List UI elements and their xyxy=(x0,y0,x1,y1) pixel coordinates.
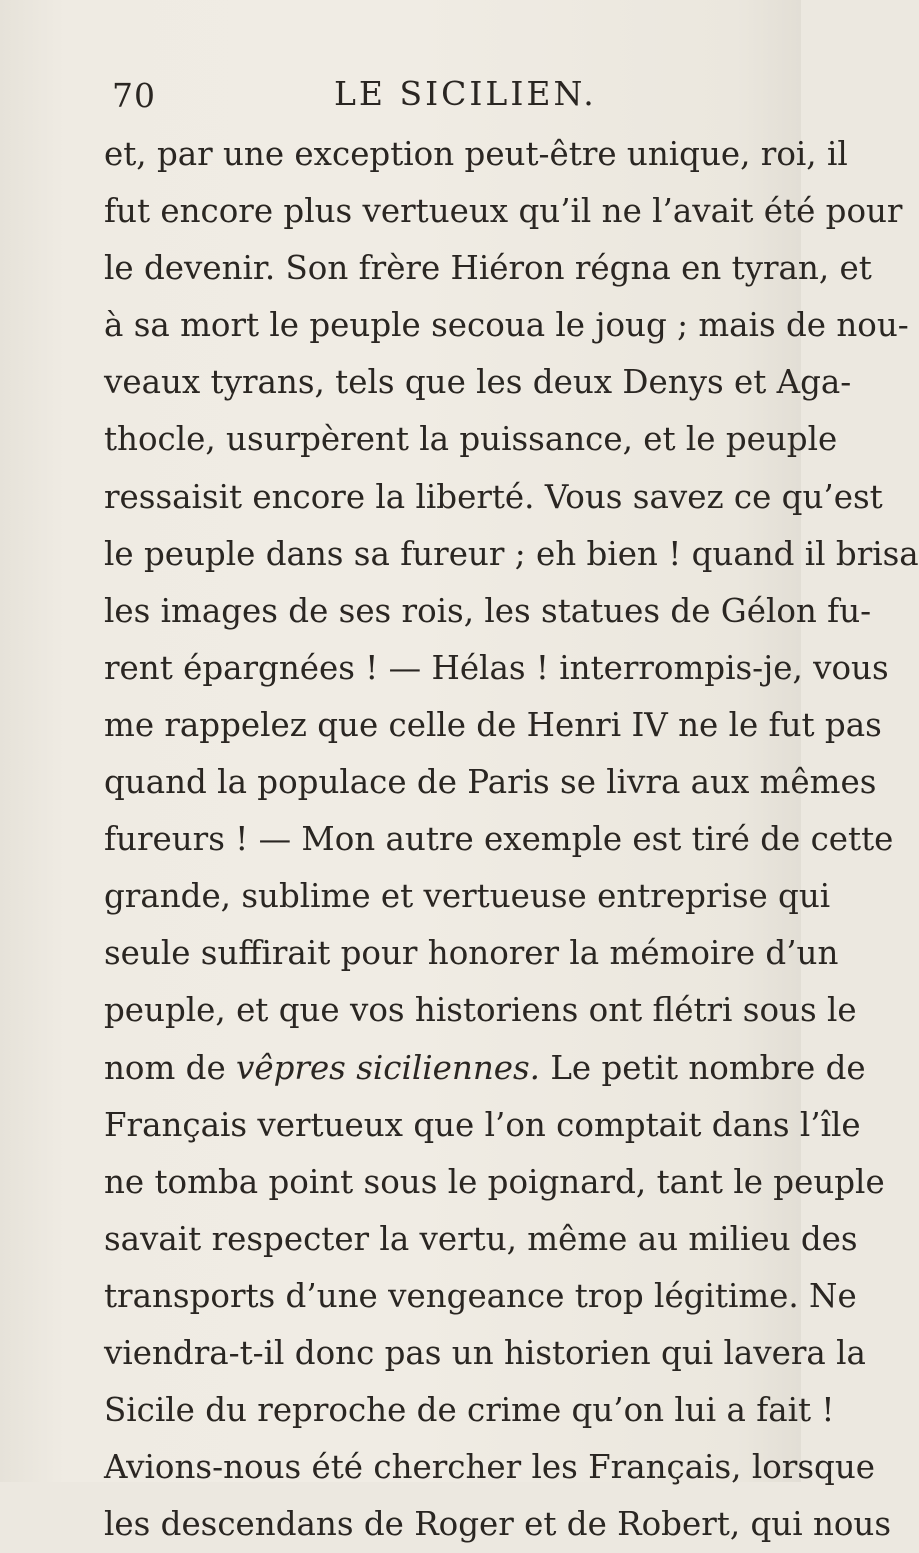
text-line: seule suffirait pour honorer la mémoire d’un xyxy=(104,934,839,973)
text-line: le peuple dans sa fureur ; eh bien ! quand il brisa xyxy=(104,534,919,573)
text-line: peuple, et que vos historiens ont flétri sous le xyxy=(104,991,857,1030)
text-line: fureurs ! — Mon autre exemple est tiré de cette xyxy=(104,820,894,859)
text-line: les descendans de Roger et de Robert, qui nous xyxy=(104,1505,892,1544)
text-segment: Le petit nombre de xyxy=(540,1048,866,1087)
italic-phrase: vêpres siciliennes. xyxy=(236,1048,540,1087)
page-header xyxy=(112,70,712,116)
text-line: ressaisit encore la liberté. Vous savez ce qu’est xyxy=(104,477,883,516)
text-line: et, par une exception peut-être unique, roi, il xyxy=(104,135,848,173)
text-line: ne tomba point sous le poignard, tant le peuple xyxy=(104,1162,885,1201)
text-line: viendra-t-il donc pas un historien qui lavera la xyxy=(104,1333,866,1372)
text-line: à sa mort le peuple secoua le joug ; mais de nou- xyxy=(104,306,909,345)
body-text xyxy=(104,126,919,1553)
page-number: 70 xyxy=(112,76,156,115)
text-line: thocle, usurpèrent la puissance, et le peuple xyxy=(104,420,838,459)
text-line: quand la populace de Paris se livra aux mêmes xyxy=(104,763,877,802)
text-line: transports d’une vengeance trop légitime. Ne xyxy=(104,1276,857,1315)
text-line: fut encore plus vertueux qu’il ne l’avait été pour xyxy=(104,192,903,231)
text-line: Avions-nous été chercher les Français, lorsque xyxy=(104,1448,875,1487)
text-line-with-italic xyxy=(104,1040,866,1097)
text-line: veaux tyrans, tels que les deux Denys et Aga- xyxy=(104,363,852,402)
text-line: les images de ses rois, les statues de Gélon fu- xyxy=(104,591,872,630)
running-title: LE SICILIEN. xyxy=(334,74,597,113)
text-line: Sicile du reproche de crime qu’on lui a fait ! xyxy=(104,1391,835,1430)
text-line: grande, sublime et vertueuse entreprise qui xyxy=(104,877,831,916)
text-line: me rappelez que celle de Henri IV ne le fut pas xyxy=(104,705,882,744)
text-segment: nom de xyxy=(104,1048,237,1087)
text-line: rent épargnées ! — Hélas ! interrompis-je, vous xyxy=(104,648,889,687)
text-line: Français vertueux que l’on comptait dans l’île xyxy=(104,1105,861,1144)
text-line: savait respecter la vertu, même au milieu des xyxy=(104,1219,858,1258)
text-line: le devenir. Son frère Hiéron régna en tyran, et xyxy=(104,249,872,288)
